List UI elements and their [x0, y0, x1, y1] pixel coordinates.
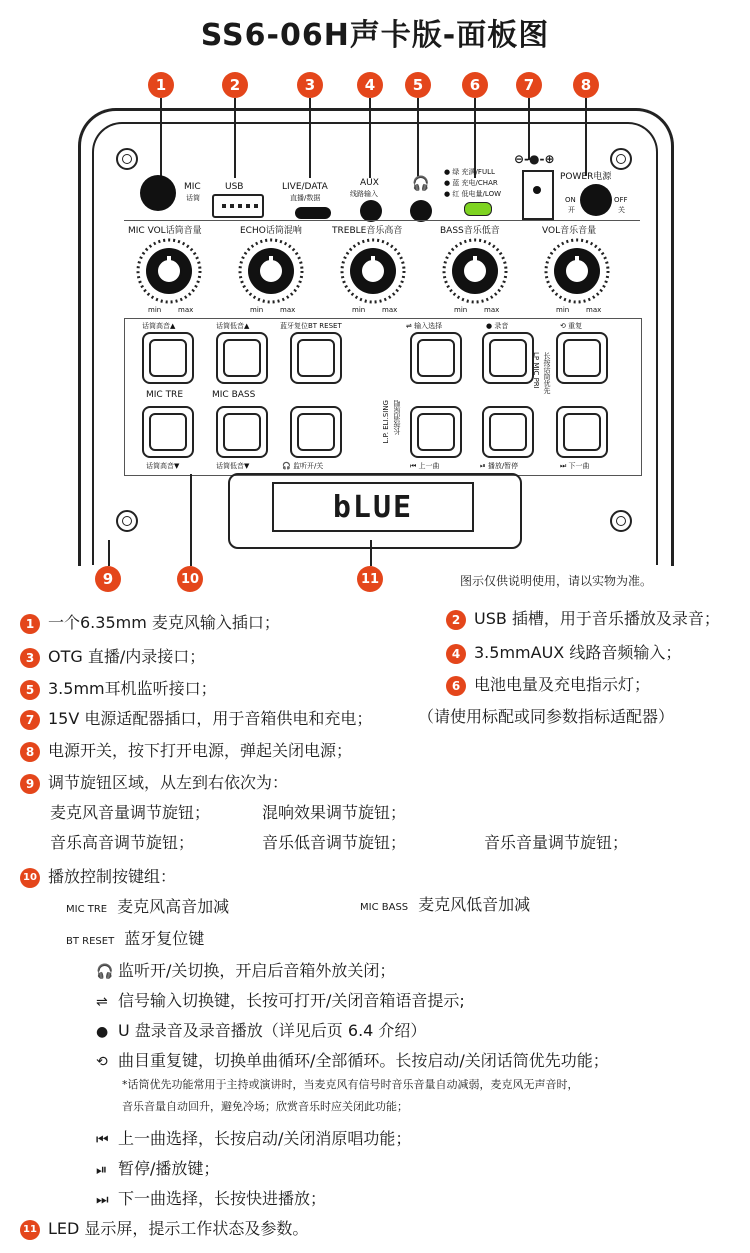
- desc-9b: 混响效果调节旋钮；: [262, 803, 407, 822]
- btn-label-bt-reset: 蓝牙复位BT RESET: [280, 322, 342, 330]
- mic-volume-knob[interactable]: [136, 238, 202, 304]
- previous-icon: ⏮: [96, 1132, 109, 1148]
- monitor-desc: 🎧 监听开/关切换，开启后音箱外放关闭；: [96, 961, 396, 980]
- callout-9: 9: [95, 566, 121, 592]
- knob-label-vol: VOL音乐音量: [542, 226, 597, 236]
- headphone-icon: 🎧: [412, 176, 430, 192]
- off-cn-label: 关: [618, 206, 625, 214]
- play-pause-button[interactable]: [482, 406, 534, 458]
- lp-elisng-cn-label: 长按消原唱: [393, 400, 401, 435]
- repeat-desc: ⟲ 曲目重复键，切换单曲循环/全部循环。长按启动/关闭话筒优先功能；: [96, 1051, 609, 1070]
- next-desc: ⏭ 下一曲选择，长按快进播放；: [96, 1189, 327, 1208]
- power-label: POWER电源: [560, 172, 612, 182]
- desc-8: 8 电源开关，按下打开电源，弹起关闭电源；: [20, 738, 352, 762]
- mic-priority-note-1: *话筒优先功能常用于主持或演讲时，当麦克风有信号时音乐音量自动减弱，麦克风无声音时，: [122, 1078, 579, 1091]
- btn-label-mic-tre-up: 话筒高音▲: [142, 322, 176, 330]
- desc-9: 9 调节旋钮区域，从左到右依次为：: [20, 770, 288, 794]
- desc-9c: 音乐高音调节旋钮；: [50, 833, 195, 852]
- play-pause-desc: ⏯ 暂停/播放键；: [96, 1159, 220, 1178]
- callout-5: 5: [405, 72, 431, 98]
- on-cn-label: 开: [568, 206, 575, 214]
- power-switch[interactable]: [580, 184, 612, 216]
- desc-9d: 音乐低音调节旋钮；: [262, 833, 407, 852]
- mic-priority-note-2: 音乐音量自动回升，避免冷场；欣赏音乐时应关闭此功能；: [122, 1100, 408, 1113]
- leader-line: [190, 474, 192, 566]
- input-switch-desc: ⇌ 信号输入切换键，长按可打开/关闭音箱语音提示;: [96, 991, 465, 1010]
- monitor-toggle-button[interactable]: [290, 406, 342, 458]
- screw-icon: [116, 510, 138, 532]
- off-label: OFF: [614, 196, 628, 204]
- callout-6: 6: [462, 72, 488, 98]
- usb-label: USB: [225, 182, 244, 192]
- btn-label-mic-bass-up: 话筒低音▲: [216, 322, 250, 330]
- leader-line: [370, 540, 372, 566]
- knob-label-treble: TREBLE音乐高音: [332, 226, 403, 236]
- knob-min-label: min: [250, 306, 264, 314]
- knob-min-label: min: [352, 306, 366, 314]
- previous-desc: ⏮ 上一曲选择，长按启动/关闭消原唱功能；: [96, 1129, 412, 1148]
- btn-label-play-pause: ⏯ 播放/暂停: [480, 462, 519, 470]
- usb-port[interactable]: [212, 194, 264, 218]
- callout-10: 10: [177, 566, 203, 592]
- record-button[interactable]: [482, 332, 534, 384]
- repeat-icon: ⟲: [96, 1054, 108, 1070]
- knob-label-bass: BASS音乐低音: [440, 226, 500, 236]
- mic-bass-label: MIC BASS: [212, 390, 256, 400]
- dc-power-jack[interactable]: [522, 170, 554, 220]
- btn-label-mic-bass-down: 话筒低音▼: [216, 462, 250, 470]
- bt-reset-button[interactable]: [290, 332, 342, 384]
- headphone-icon: 🎧: [96, 964, 114, 980]
- disclaimer-note: 图示仅供说明使用，请以实物为准。: [460, 574, 653, 588]
- lp-elisng-label: L.P. ELI.SING: [382, 400, 390, 444]
- headphone-jack[interactable]: [410, 200, 432, 222]
- aux-label: AUX: [360, 178, 379, 188]
- mic-bass-up-button[interactable]: [216, 332, 268, 384]
- led-low-label: ● 红 低电量/LOW: [444, 190, 501, 198]
- knob-min-label: min: [454, 306, 468, 314]
- knob-max-label: max: [586, 306, 602, 314]
- mic-bass-down-button[interactable]: [216, 406, 268, 458]
- page-title: SS6-06H声卡版-面板图: [200, 18, 550, 53]
- callout-8: 8: [573, 72, 599, 98]
- mic-jack[interactable]: [140, 175, 176, 211]
- desc-2: 2 USB 插槽，用于音乐播放及录音；: [446, 606, 720, 630]
- led-full-label: ● 绿 充满/FULL: [444, 168, 495, 176]
- knob-max-label: max: [178, 306, 194, 314]
- battery-led-indicator: [464, 202, 492, 216]
- desc-9a: 麦克风音量调节旋钮；: [50, 803, 211, 822]
- treble-knob[interactable]: [340, 238, 406, 304]
- live-data-cn-label: 直播/数据: [290, 194, 321, 202]
- mic-cn-label: 话筒: [186, 194, 200, 202]
- record-icon: ●: [96, 1024, 109, 1040]
- desc-6: 6 电池电量及充电指示灯；: [446, 672, 650, 696]
- play-pause-icon: ⏯: [96, 1162, 108, 1178]
- live-data-label: LIVE/DATA: [282, 182, 328, 192]
- record-desc: ● U 盘录音及录音播放（详见后页 6.4 介绍）: [96, 1021, 427, 1040]
- btn-label-repeat: ⟲ 重复: [560, 322, 583, 330]
- desc-4: 4 3.5mmAUX 线路音频输入；: [446, 640, 681, 664]
- desc-11: 11 LED 显示屏，提示工作状态及参数。: [20, 1216, 308, 1240]
- mic-label: MIC: [184, 182, 201, 192]
- bt-reset-desc: BT RESET 蓝牙复位键: [66, 929, 205, 948]
- btn-label-monitor: 🎧 监听开/关: [282, 462, 324, 470]
- desc-7: 7 15V 电源适配器插口，用于音箱供电和充电；: [20, 706, 372, 730]
- btn-label-record: ● 录音: [486, 322, 509, 330]
- callout-3: 3: [297, 72, 323, 98]
- lp-mic-pri-cn-label: 长按话筒优先: [543, 352, 551, 394]
- knob-label-mic-vol: MIC VOL话筒音量: [128, 226, 202, 236]
- mic-treble-down-button[interactable]: [142, 406, 194, 458]
- input-switch-icon: ⇌: [96, 994, 108, 1010]
- mic-treble-up-button[interactable]: [142, 332, 194, 384]
- led-char-label: ● 蓝 充电/CHAR: [444, 179, 498, 187]
- desc-9e: 音乐音量调节旋钮；: [484, 833, 629, 852]
- btn-label-previous: ⏮ 上一曲: [410, 462, 440, 470]
- mic-tre-desc: MIC TRE 麦克风高音加减: [66, 897, 230, 916]
- screw-icon: [116, 148, 138, 170]
- input-select-button[interactable]: [410, 332, 462, 384]
- knob-min-label: min: [556, 306, 570, 314]
- echo-knob[interactable]: [238, 238, 304, 304]
- bass-knob[interactable]: [442, 238, 508, 304]
- knob-min-label: min: [148, 306, 162, 314]
- dc-polarity-icon: ⊖-●-⊕: [514, 152, 555, 166]
- leader-line: [108, 540, 110, 566]
- lcd-display: bLUE: [272, 482, 474, 532]
- knob-max-label: max: [382, 306, 398, 314]
- aux-cn-label: 线路输入: [350, 190, 378, 198]
- next-track-button[interactable]: [556, 406, 608, 458]
- btn-label-input-select: ⇌ 输入选择: [406, 322, 443, 330]
- mic-bass-desc: MIC BASS 麦克风低音加减: [360, 895, 531, 914]
- callout-4: 4: [357, 72, 383, 98]
- callout-7: 7: [516, 72, 542, 98]
- screw-icon: [610, 148, 632, 170]
- otg-port[interactable]: [295, 207, 331, 219]
- previous-track-button[interactable]: [410, 406, 462, 458]
- desc-5: 5 3.5mm耳机监听接口；: [20, 676, 217, 700]
- desc-3: 3 OTG 直播/内录接口；: [20, 644, 205, 668]
- desc-10: 10 播放控制按键组：: [20, 864, 176, 888]
- knob-max-label: max: [484, 306, 500, 314]
- callout-2: 2: [222, 72, 248, 98]
- music-volume-knob[interactable]: [544, 238, 610, 304]
- desc-7-note: （请使用标配或同参数指标适配器）: [418, 707, 675, 726]
- callout-1: 1: [148, 72, 174, 98]
- desc-1: 1 一个6.35mm 麦克风输入插口；: [20, 610, 280, 634]
- btn-label-mic-tre-down: 话筒高音▼: [146, 462, 180, 470]
- callout-11: 11: [357, 566, 383, 592]
- next-icon: ⏭: [96, 1192, 109, 1208]
- lp-mic-pri-label: LP MIC PRI: [532, 352, 540, 389]
- aux-jack[interactable]: [360, 200, 382, 222]
- repeat-button[interactable]: [556, 332, 608, 384]
- knob-label-echo: ECHO话筒混响: [240, 226, 302, 236]
- mic-tre-label: MIC TRE: [146, 390, 184, 400]
- screw-icon: [610, 510, 632, 532]
- btn-label-next: ⏭ 下一曲: [560, 462, 590, 470]
- on-label: ON: [565, 196, 576, 204]
- knob-max-label: max: [280, 306, 296, 314]
